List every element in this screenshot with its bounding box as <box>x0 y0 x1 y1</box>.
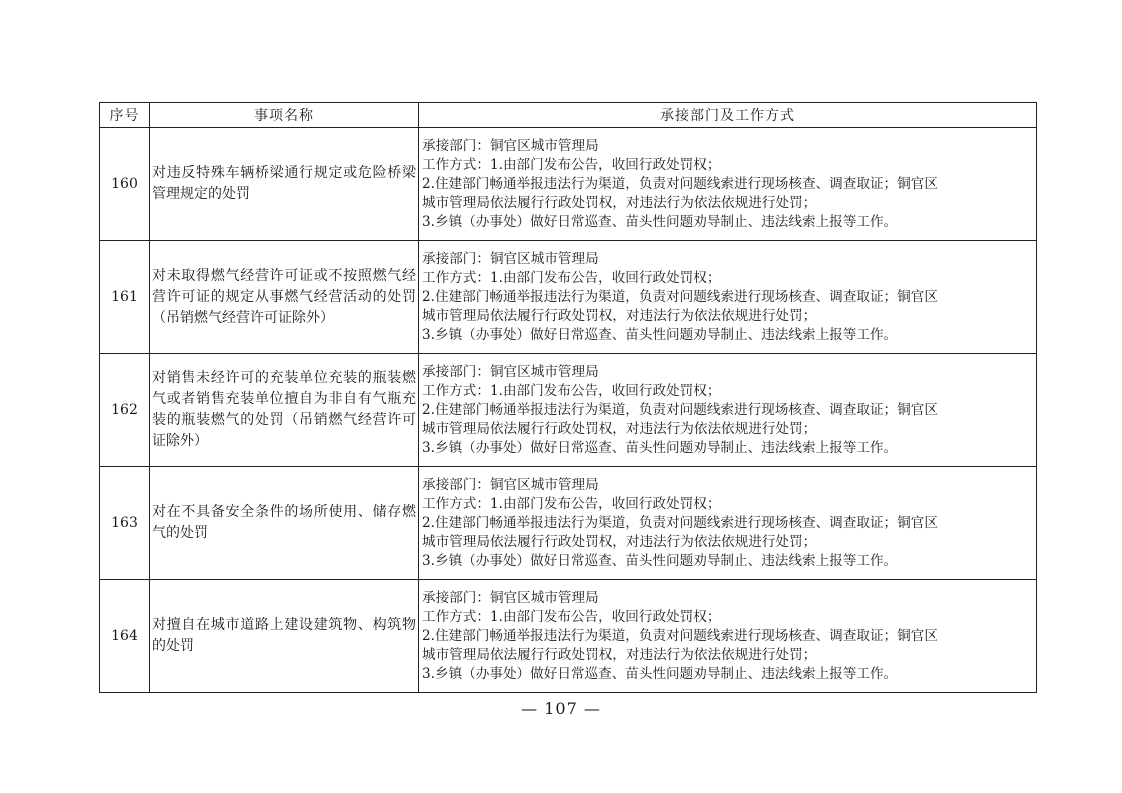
row-item-name-text: 对在不具备安全条件的场所使用、储存燃气的处罚 <box>152 504 416 541</box>
dept-line: 3.乡镇（办事处）做好日常巡查、苗头性问题劝导制止、违法线索上报等工作。 <box>422 326 898 343</box>
row-item-name <box>150 354 419 467</box>
row-department <box>419 467 1037 580</box>
dept-line: 城市管理局依法履行行政处罚权，对违法行为依法依规进行处罚； <box>422 307 817 324</box>
dept-line: 承接部门：铜官区城市管理局 <box>422 137 599 154</box>
row-item-name-text: 对违反特殊车辆桥梁通行规定或危险桥梁管理规定的处罚 <box>152 165 416 202</box>
table-row <box>100 580 1037 693</box>
dept-line: 工作方式：1.由部门发布公告，收回行政处罚权； <box>422 269 721 286</box>
row-serial: 161 <box>100 241 150 354</box>
header-serial: 序号 <box>100 103 150 128</box>
page-number: — 107 — <box>521 699 601 718</box>
dept-line: 工作方式：1.由部门发布公告，收回行政处罚权； <box>422 382 721 399</box>
row-department <box>419 241 1037 354</box>
dept-line: 承接部门：铜官区城市管理局 <box>422 476 599 493</box>
row-department <box>419 580 1037 693</box>
dept-line: 2.住建部门畅通举报违法行为渠道，负责对问题线索进行现场核查、调查取证；铜官区 <box>422 288 938 305</box>
dept-line: 3.乡镇（办事处）做好日常巡查、苗头性问题劝导制止、违法线索上报等工作。 <box>422 552 898 569</box>
row-item-name-text: 对销售未经许可的充装单位充装的瓶装燃气或者销售充装单位擅自为非自有气瓶充装的瓶装燃气的处罚（吊销燃气经营许可证除外） <box>152 370 416 449</box>
items-table <box>99 102 1037 693</box>
dept-line: 2.住建部门畅通举报违法行为渠道，负责对问题线索进行现场核查、调查取证；铜官区 <box>422 175 938 192</box>
row-item-name-text: 对擅自在城市道路上建设建筑物、构筑物的处罚 <box>152 617 416 654</box>
header-department: 承接部门及工作方式 <box>419 103 1037 128</box>
dept-line: 城市管理局依法履行行政处罚权，对违法行为依法依规进行处罚； <box>422 646 817 663</box>
dept-line: 工作方式：1.由部门发布公告，收回行政处罚权； <box>422 156 721 173</box>
dept-line: 城市管理局依法履行行政处罚权，对违法行为依法依规进行处罚； <box>422 194 817 211</box>
dept-line: 3.乡镇（办事处）做好日常巡查、苗头性问题劝导制止、违法线索上报等工作。 <box>422 213 898 230</box>
row-department <box>419 354 1037 467</box>
header-item-name: 事项名称 <box>150 103 419 128</box>
dept-line: 工作方式：1.由部门发布公告，收回行政处罚权； <box>422 495 721 512</box>
table-row <box>100 241 1037 354</box>
row-serial: 160 <box>100 128 150 241</box>
dept-line: 2.住建部门畅通举报违法行为渠道，负责对问题线索进行现场核查、调查取证；铜官区 <box>422 627 938 644</box>
dept-line: 3.乡镇（办事处）做好日常巡查、苗头性问题劝导制止、违法线索上报等工作。 <box>422 665 898 682</box>
row-item-name-text: 对未取得燃气经营许可证或不按照燃气经营许可证的规定从事燃气经营活动的处罚（吊销燃气经营许可证除外） <box>152 267 416 326</box>
row-item-name <box>150 241 419 354</box>
dept-line: 承接部门：铜官区城市管理局 <box>422 250 599 267</box>
dept-line: 2.住建部门畅通举报违法行为渠道，负责对问题线索进行现场核查、调查取证；铜官区 <box>422 401 938 418</box>
table-header-row <box>100 103 1037 128</box>
dept-line: 城市管理局依法履行行政处罚权，对违法行为依法依规进行处罚； <box>422 420 817 437</box>
row-item-name <box>150 128 419 241</box>
dept-line: 3.乡镇（办事处）做好日常巡查、苗头性问题劝导制止、违法线索上报等工作。 <box>422 439 898 456</box>
row-serial: 163 <box>100 467 150 580</box>
table-row <box>100 128 1037 241</box>
table-row <box>100 467 1037 580</box>
dept-line: 城市管理局依法履行行政处罚权，对违法行为依法依规进行处罚； <box>422 533 817 550</box>
row-department <box>419 128 1037 241</box>
row-item-name <box>150 580 419 693</box>
dept-line: 承接部门：铜官区城市管理局 <box>422 363 599 380</box>
dept-line: 承接部门：铜官区城市管理局 <box>422 589 599 606</box>
dept-line: 工作方式：1.由部门发布公告，收回行政处罚权； <box>422 608 721 625</box>
dept-line: 2.住建部门畅通举报违法行为渠道，负责对问题线索进行现场核查、调查取证；铜官区 <box>422 514 938 531</box>
row-item-name <box>150 467 419 580</box>
row-serial: 162 <box>100 354 150 467</box>
row-serial: 164 <box>100 580 150 693</box>
table-row <box>100 354 1037 467</box>
